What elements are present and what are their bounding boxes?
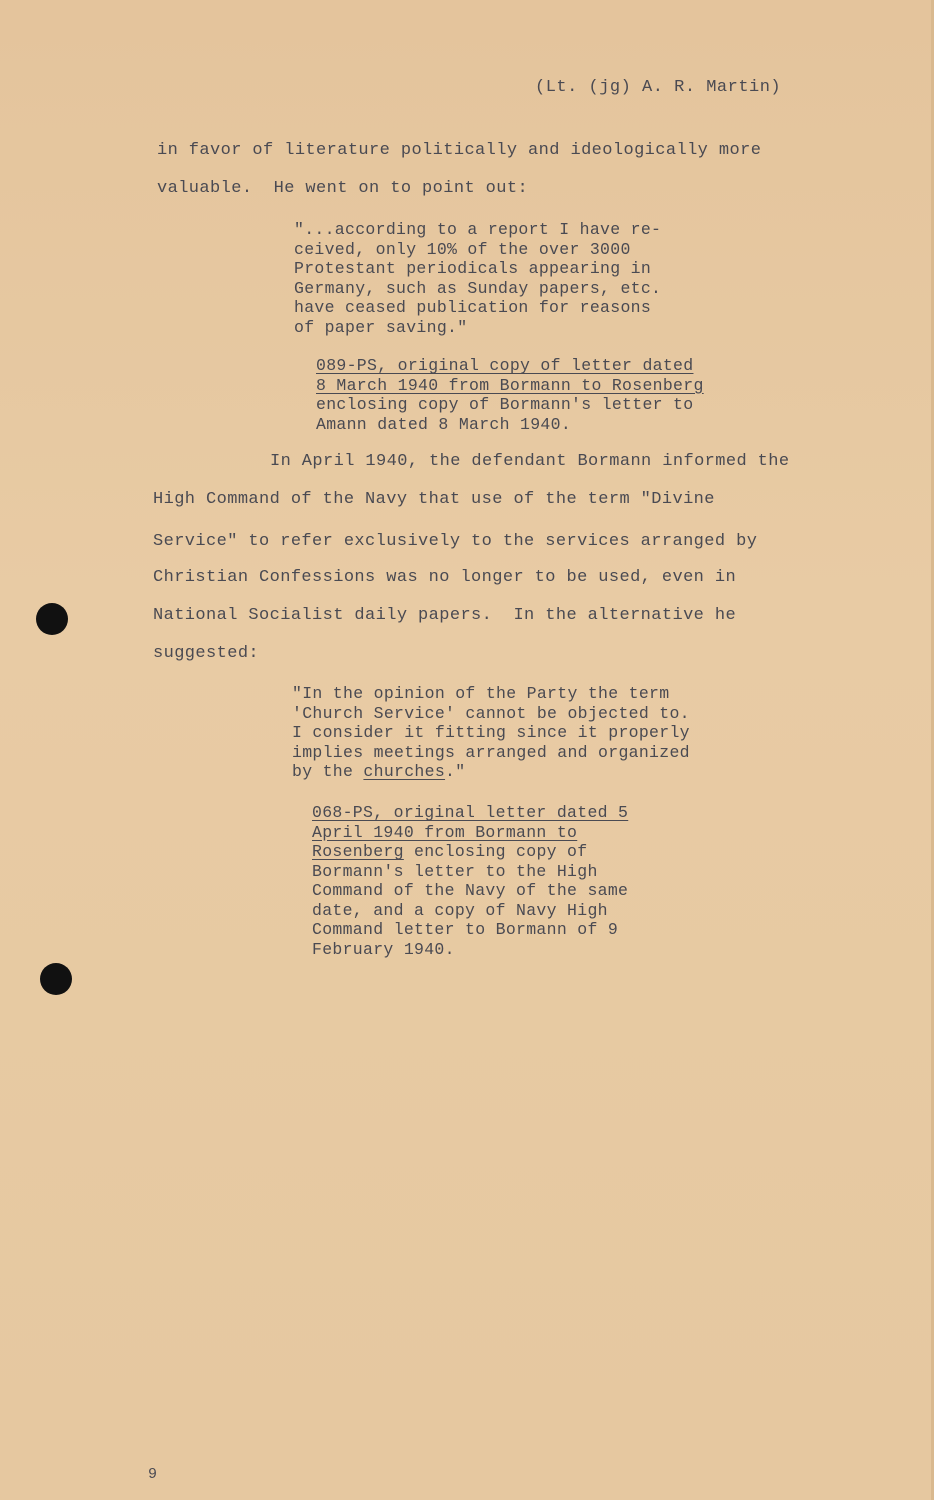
- quote-line: "In the opinion of the Party the term: [292, 684, 670, 703]
- page-number: 9: [148, 1466, 158, 1483]
- citation-line: Bormann's letter to the High: [312, 861, 598, 881]
- paragraph-line: National Socialist daily papers. In the alternative he: [153, 606, 737, 625]
- citation: [316, 356, 704, 434]
- quote-text: by the: [292, 762, 364, 781]
- quote-line: Germany, such as Sunday papers, etc.: [294, 278, 662, 298]
- quote-underlined-word: churches: [363, 762, 446, 781]
- citation-line: [312, 842, 628, 862]
- paragraph-line: suggested:: [153, 644, 260, 663]
- quote-line: ceived, only 10% of the over 3000: [294, 239, 631, 259]
- citation-line: enclosing copy of Bormann's letter to: [316, 395, 694, 414]
- citation-line: February 1940.: [312, 939, 455, 959]
- punch-hole: [36, 603, 68, 635]
- citation: [312, 803, 628, 959]
- paragraph-line: Christian Confessions was no longer to be used, even in: [153, 568, 737, 587]
- citation-line: 068-PS, original letter dated 5: [312, 803, 629, 822]
- quote-line: [292, 762, 690, 782]
- paragraph-line: valuable. He went on to point out:: [157, 179, 529, 198]
- citation-line: April 1940 from Bormann to: [312, 822, 578, 842]
- quote-text: .": [445, 762, 466, 781]
- block-quote: [294, 220, 661, 337]
- paragraph-line: High Command of the Navy that use of the term "Divine: [153, 490, 715, 509]
- paragraph-line: In April 1940, the defendant Bormann informed the: [270, 452, 790, 471]
- quote-line: Protestant periodicals appearing in: [294, 259, 652, 278]
- quote-line: "...according to a report I have re-: [294, 220, 662, 239]
- quote-line: I consider it fitting since it properly: [292, 723, 690, 742]
- quote-line: implies meetings arranged and organized: [292, 742, 690, 762]
- citation-line: Amann dated 8 March 1940.: [316, 414, 572, 434]
- citation-line: Command of the Navy of the same: [312, 881, 629, 900]
- paragraph-line: in favor of literature politically and ideologically more: [157, 141, 762, 160]
- citation-underlined-word: Rosenberg: [312, 842, 404, 861]
- citation-line: date, and a copy of Navy High: [312, 900, 608, 920]
- punch-hole: [40, 963, 72, 995]
- citation-line: 8 March 1940 from Bormann to Rosenberg: [316, 375, 704, 395]
- author-attribution: (Lt. (jg) A. R. Martin): [535, 78, 782, 97]
- citation-line: 089-PS, original copy of letter dated: [316, 356, 694, 375]
- quote-line: of paper saving.": [294, 317, 468, 337]
- quote-line: have ceased publication for reasons: [294, 298, 652, 317]
- block-quote: [292, 684, 690, 782]
- paragraph-line: Service" to refer exclusively to the services arranged by: [153, 532, 758, 551]
- citation-text: enclosing copy of: [403, 842, 588, 861]
- quote-line: 'Church Service' cannot be objected to.: [292, 703, 690, 723]
- citation-line: Command letter to Bormann of 9: [312, 920, 619, 939]
